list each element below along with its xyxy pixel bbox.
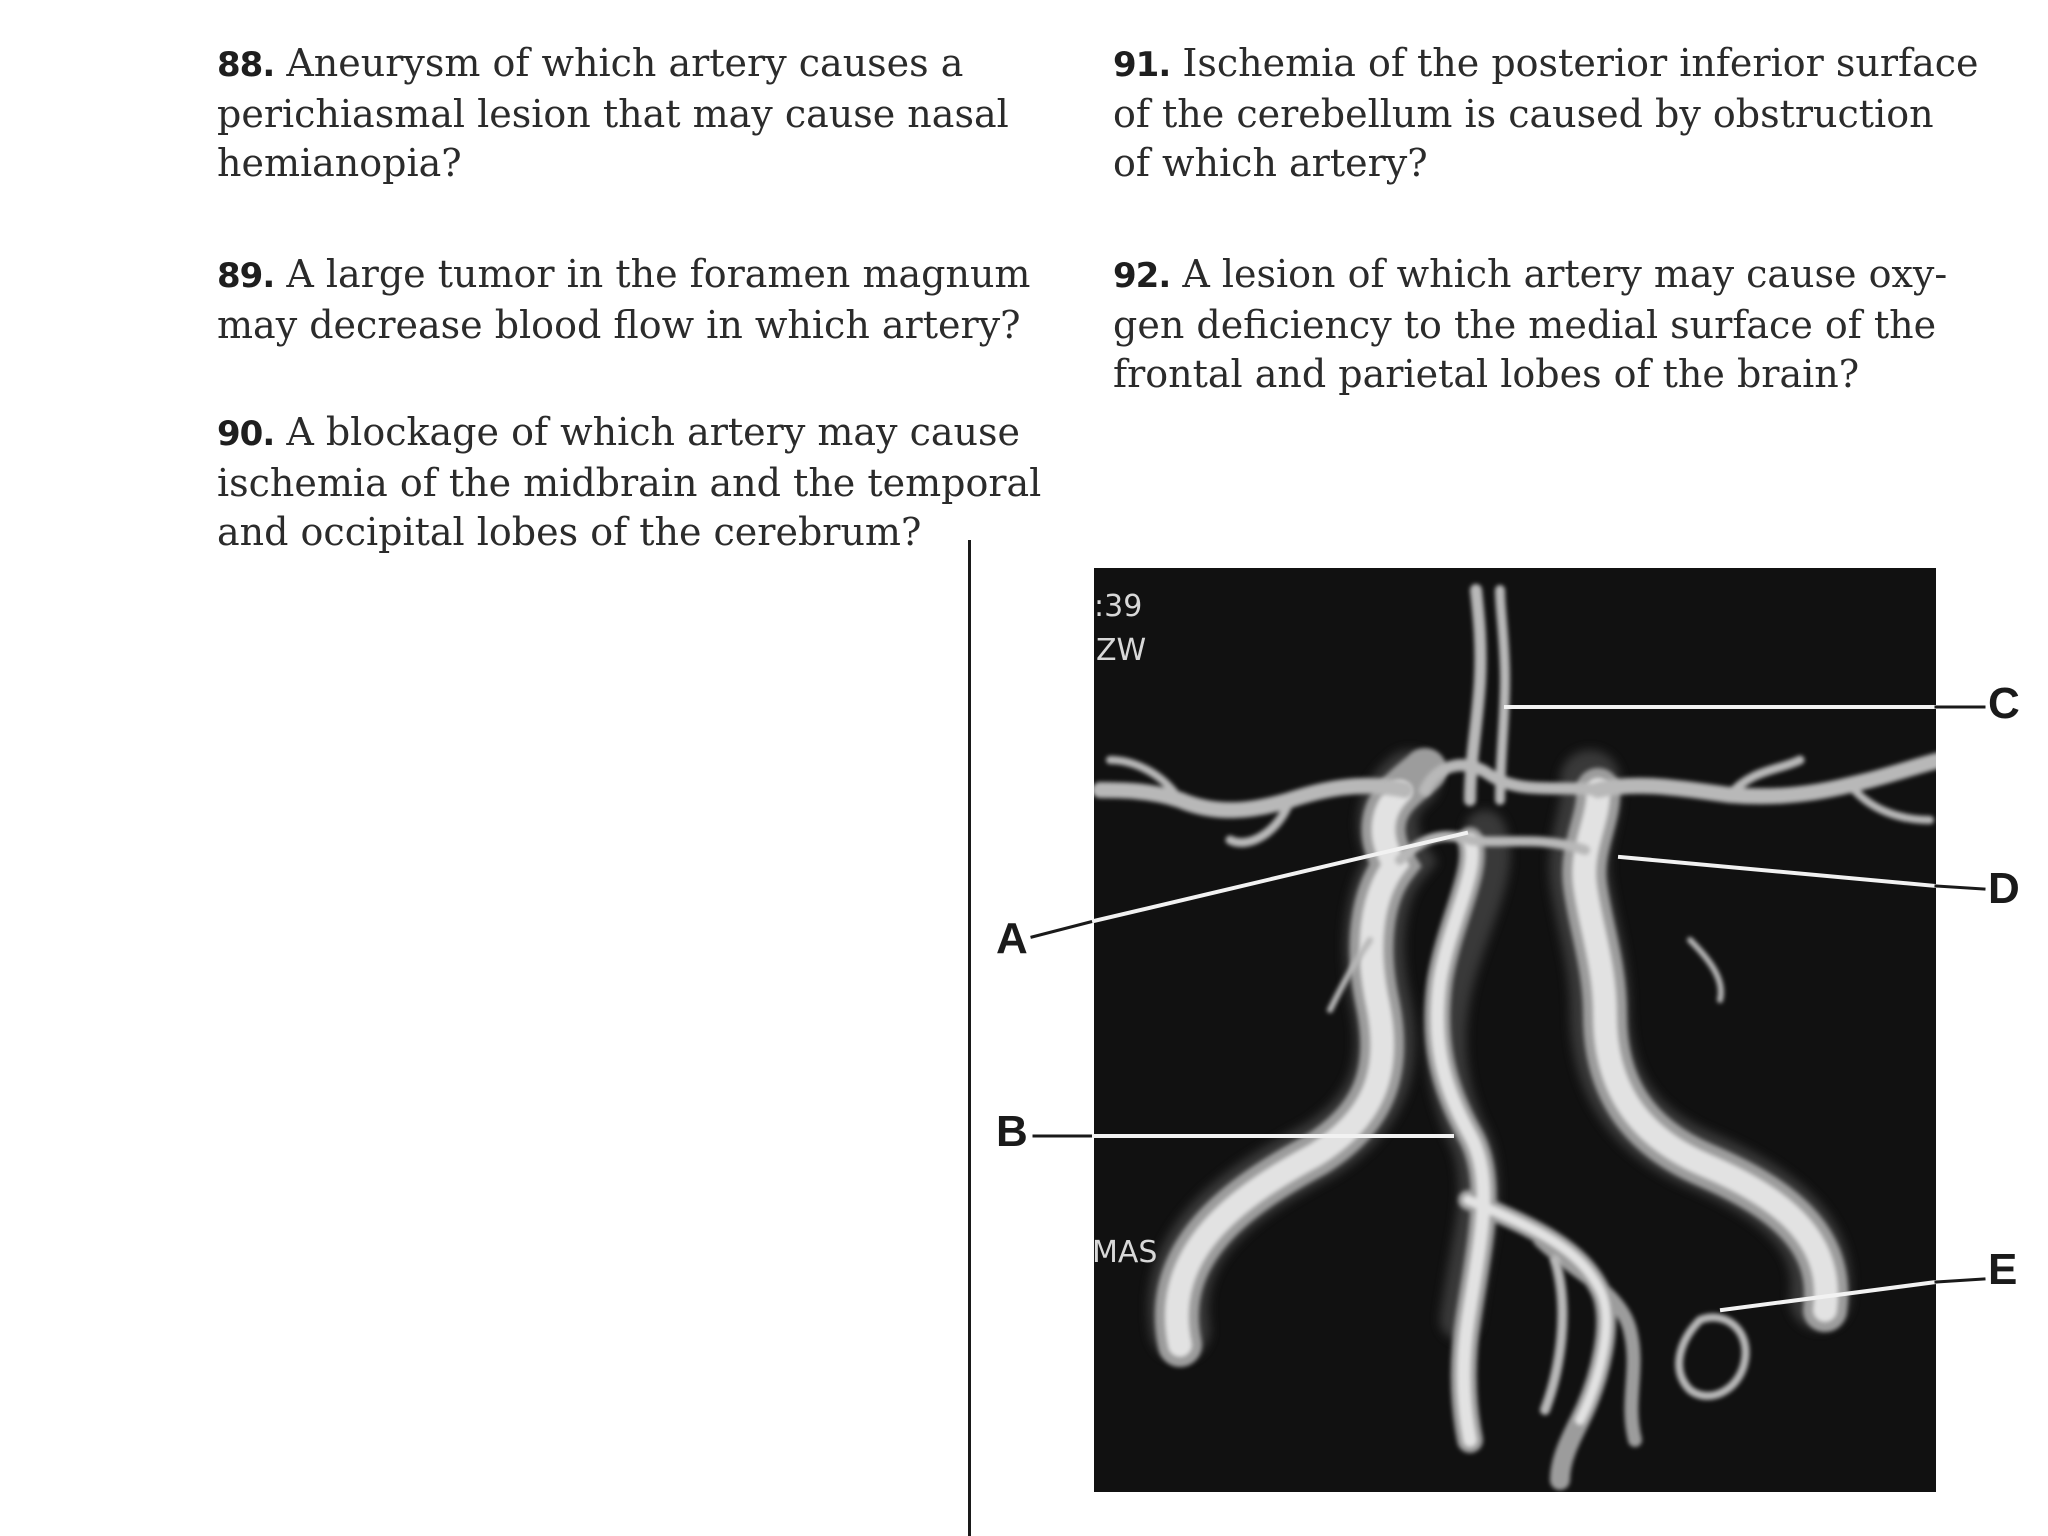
- question-88-line-1: 88. Aneurysm of which artery causes a: [217, 41, 964, 85]
- question-90-line-2: ischemia of the midbrain and the temporal: [217, 461, 1042, 505]
- question-89-line-2: may decrease blood flow in which artery?: [217, 303, 1021, 347]
- question-90-line-1: 90. A blockage of which artery may cause: [217, 410, 1020, 454]
- label-b: B: [996, 1107, 1028, 1156]
- question-88-number: 88.: [217, 45, 275, 85]
- question-90-line-3: and occipital lobes of the cerebrum?: [217, 510, 922, 554]
- question-88-line-3: hemianopia?: [217, 141, 462, 185]
- question-89-number: 89.: [217, 256, 275, 296]
- question-91-line-3: of which artery?: [1113, 141, 1428, 185]
- overlay-text-code: ZW: [1096, 633, 1147, 668]
- overlay-text-series: :39: [1094, 589, 1143, 624]
- question-92-line-1: 92. A lesion of which artery may cause oxy-: [1113, 252, 1948, 296]
- label-c: C: [1988, 679, 2020, 728]
- question-92-line-2: gen deficiency to the medial surface of the: [1113, 303, 1937, 347]
- question-89-line-1: 89. A large tumor in the foramen magnum: [217, 252, 1031, 296]
- question-92-line-3: frontal and parietal lobes of the brain?: [1113, 352, 1860, 396]
- question-92-number: 92.: [1113, 256, 1171, 296]
- question-91-line-1: 91. Ischemia of the posterior inferior surface: [1113, 41, 1979, 85]
- leader-line-a-outer: [1032, 921, 1094, 937]
- label-d: D: [1988, 864, 2020, 913]
- leader-line-e-outer: [1936, 1279, 1984, 1282]
- label-a: A: [996, 914, 1028, 963]
- question-91-line-2: of the cerebellum is caused by obstruction: [1113, 92, 1934, 136]
- leader-line-d-outer: [1936, 886, 1984, 889]
- question-91-number: 91.: [1113, 45, 1171, 85]
- question-88-line-2: perichiasmal lesion that may cause nasal: [217, 92, 1009, 136]
- overlay-text-mas: MAS: [1092, 1235, 1158, 1270]
- question-90-number: 90.: [217, 414, 275, 454]
- label-e: E: [1988, 1245, 2018, 1294]
